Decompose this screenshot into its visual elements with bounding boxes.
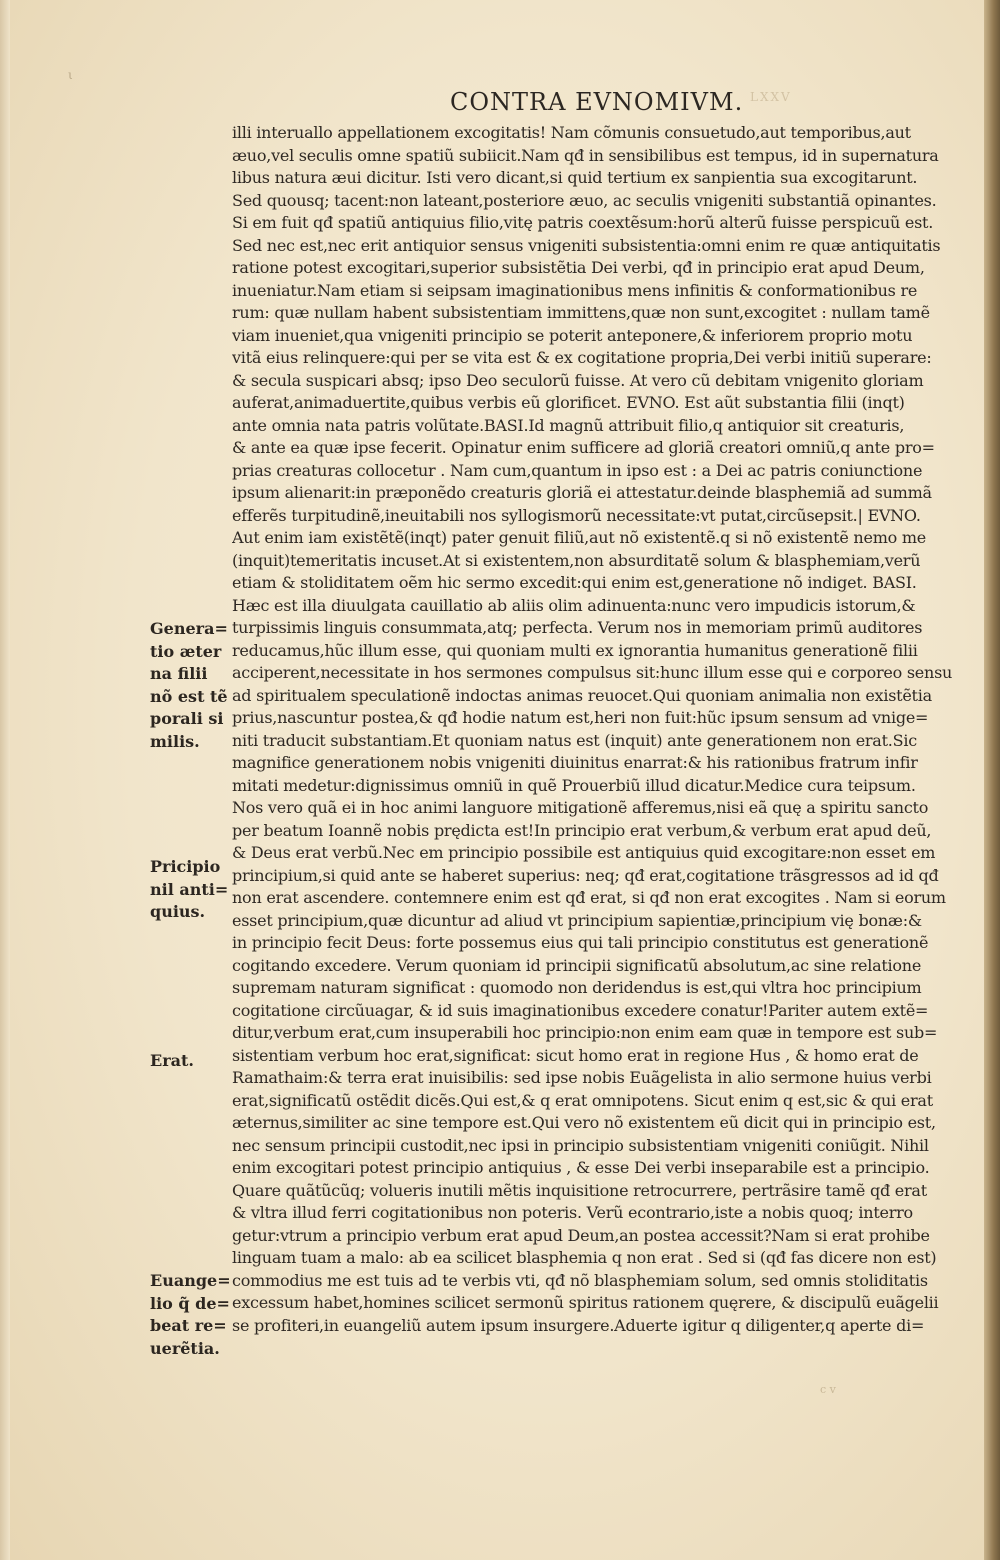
margin-note-line: na filii [150,664,208,683]
running-head: CONTRA EVNOMIVM. [450,88,744,116]
text-line: & secula suspicari absq; ipso Deo seculorũ fuisse. At vero cũ debitam vnigenito gloriam [232,370,924,390]
text-line: prius,nascuntur postea,& qđ hodie natum est,heri non fuit:hũc ipsum sensum ad vnige= [232,708,929,727]
text-line: viam inueniet,qua vnigeniti principio se poterit anteponere,& inferiorem proprio motu [232,325,913,345]
margin-note-line: Euange= [150,1271,231,1290]
margin-note-euangelio [150,1270,232,1360]
text-line: inueniatur.Nam etiam si seipsam imaginationibus mens infinitis & conformationibus re [232,280,918,300]
text-line: getur:vtrum a principio verbum erat apud Deum,an postea accessit?Nam si erat prohibe [232,1225,930,1245]
margin-note-line: Genera= [150,619,228,638]
text-line: Sed nec est,nec erit antiquior sensus vnigeniti subsistentia:omni enim re quæ antiquitatis [232,235,941,255]
text-line: excessum habet,homines scilicet sermonũ spiritus rationem quęrere, & discipulũ euãgelii [232,1293,939,1312]
margin-note-line: lio q̃ de= [150,1293,230,1313]
text-line: acciperent,necessitate in hos sermones compulsus sit:hunc illum esse qui e corporeo sensu [232,663,953,682]
text-line: magnifice generationem nobis vnigeniti diuinitus enarrat:& his rationibus fratrum infir [232,753,918,772]
margin-note-line: nõ est tẽ [150,686,228,706]
margin-mark: ι [68,68,73,82]
text-line: libus natura æui dicitur. Isti vero dicant,si quid tertium ex sanpientia sua excogitarunt. [232,168,918,187]
text-line: cogitatione circũuagar, & id suis imaginationibus excedere conatur!Pariter autem extẽ= [232,1000,929,1020]
text-line: ratione potest excogitari,superior subsistẽtia Dei verbi, qđ in principio erat apud Deum, [232,258,925,277]
text-line: & ante ea quæ ipse fecerit. Opinatur enim sufficere ad gloriã creatori omniũ,q ante pro= [232,438,935,457]
body-text [232,122,977,1337]
text-line: ditur,verbum erat,cum insuperabili hoc principio:non enim eam quæ in tempore est sub= [232,1023,938,1042]
text-line: æuo,vel seculis omne spatiũ subiicit.Nam qđ in sensibilibus est tempus, id in supernatura [232,145,939,165]
text-line: Aut enim iam existẽtẽ(inqt) pater genuit filiũ,aut nõ existentẽ.q si nõ existentẽ nemo me [232,528,926,547]
margin-note-line: tio æter [150,641,222,661]
text-line: linguam tuam a malo: ab ea scilicet blasphemia q non erat . Sed si (qđ fas dicere non est) [232,1248,937,1267]
text-line: commodius me est tuis ad te verbis vti, qđ nõ blasphemiam solum, sed omnis stoliditatis [232,1270,928,1290]
text-line: ad spiritualem speculationẽ indoctas animas reuocet.Qui quoniam animalia non existẽtia [232,685,932,705]
text-line: Quare quãtũcũq; volueris inutili mẽtis inquisitione retrocurrere, pertrãsire tamẽ qđ erat [232,1180,927,1200]
margin-note-line: nil anti= [150,879,229,899]
text-line: Ramathaim:& terra erat inuisibilis: sed ipse nobis Euãgelista in alio sermone huius verbi [232,1068,932,1087]
right-page-edge [984,0,1000,1560]
text-line: Sed quousq; tacent:non lateant,posteriore æuo, ac seculis vnigeniti substantiã opinantes. [232,190,937,210]
text-line: æternus,similiter ac sine tempore est.Qui vero nõ existentem eũ dicit qui in principio est, [232,1113,936,1132]
text-line: in principio fecit Deus: forte possemus eius qui tali principio constitutus est generationẽ [232,933,929,952]
text-line: turpissimis linguis consummata,atq; perfecta. Verum nos in memoriam primũ auditores [232,618,923,637]
text-line: Hæc est illa diuulgata cauillatio ab aliis olim adinuenta:nunc vero impudicis istorum,& [232,595,916,615]
text-line: & vltra illud ferri cogitationibus non poteris. Verũ econtrario,iste a nobis quoq; interro [232,1203,913,1222]
margin-note-line: quius. [150,902,206,921]
margin-note-line: beat re= [150,1316,227,1335]
text-line: esset principium,quæ dicuntur ad aliud vt principium sapientiæ,principium vię bonæ:& [232,910,922,930]
text-line: Si em fuit qđ spatiũ antiquius filio,vitę patris coextẽsum:horũ alterũ fuisse perspicuũ est. [232,213,934,232]
text-line: illi interuallo appellationem excogitatis! Nam cõmunis consuetudo,aut temporibus,aut [232,123,911,142]
text-line: niti traducit substantiam.Et quoniam natus est (inquit) ante generationem non erat.Sic [232,730,917,750]
text-line: Nos vero quã ei in hoc animi languore mitigationẽ afferemus,nisi eã quę a spiritu sancto [232,798,929,817]
text-line: se profiteri,in euangeliũ autem ipsum insurgere.Aduerte igitur q diligenter,q aperte di= [232,1315,925,1335]
text-line: prias creaturas collocetur . Nam cum,quantum in ipso est : a Dei ac patris coniunctione [232,460,923,480]
text-line: vitã eius relinquere:qui per se vita est & ex cogitatione propria,Dei verbi initiũ superare: [232,348,932,367]
text-line: etiam & stoliditatem oẽm hic sermo excedit:qui enim est,generatione nõ indiget. BASI. [232,573,917,592]
left-page-edge [0,0,10,1560]
margin-note-line: Erat. [150,1051,194,1070]
margin-note-generatio [150,618,232,753]
text-line: ante omnia nata patris volũtate.BASI.Id magnũ attribuit filio,q antiquior sit creaturis, [232,415,905,435]
text-line: efferẽs turpitudinẽ,ineuitabili nos syllogismorũ necessitate:vt putat,circũsepsit.| EVNO. [232,505,921,525]
margin-note-erat [150,1050,232,1073]
book-page [10,0,984,1560]
text-line: rum: quæ nullam habent subsistentiam immittens,quæ non sunt,excogitet : nullam tamẽ [232,303,930,322]
text-line: (inquit)temeritatis incuset.At si existentem,non absurditatẽ solum & blasphemiam,verũ [232,550,921,570]
text-line: enim excogitari potest principio antiquius , & esse Dei verbi inseparabile est a principio. [232,1158,930,1177]
text-line: sistentiam verbum hoc erat,significat: sicut homo erat in regione Hus , & homo erat de [232,1045,919,1065]
text-line: non erat ascendere. contemnere enim est qđ erat, si qđ non erat excogites . Nam si eorum [232,888,946,907]
margin-note-principio [150,856,232,924]
text-line: cogitando excedere. Verum quoniam id principii significatũ absolutum,ac sine relatione [232,955,922,975]
margin-note-line: milis. [150,731,200,751]
text-line: nec sensum principii custodit,nec ipsi in principio subsistentiam vnigeniti coniũgit. Nihil [232,1135,929,1155]
text-line: per beatum Ioannẽ nobis prędicta est!In principio erat verbum,& verbum erat apud deũ, [232,820,932,840]
text-line: & Deus erat verbũ.Nec em principio possibile est antiquius quid excogitare:non esset em [232,843,936,862]
text-line: auferat,animaduertite,quibus verbis eũ glorificet. EVNO. Est aũt substantia filii (inqt) [232,393,905,412]
margin-note-line: uerẽtia. [150,1338,220,1358]
margin-note-line: porali si [150,709,224,728]
show-through-text: LXXV [750,90,792,104]
text-line: principium,si quid ante se haberet superius: neq; qđ erat,cogitatione trãsgressos ad id qđ [232,865,939,885]
text-line: reducamus,hũc illum esse, qui quoniam multi ex ignorantia humanitus generationẽ filii [232,640,918,660]
text-line: mitati medetur:dignissimus omniũ in quẽ Prouerbiũ illud dicatur.Medice cura teipsum. [232,775,916,795]
bottom-signature-mark: c v [820,1383,836,1396]
text-line: erat,significatũ ostẽdit dicẽs.Qui est,& q erat omnipotens. Sicut enim q est,sic & qui erat [232,1090,933,1110]
margin-note-line: Pricipio [150,857,221,876]
text-line: ipsum alienarit:in præponẽdo creaturis gloriã ei attestatur.deinde blasphemiã ad summã [232,483,932,502]
text-line: supremam naturam significat : quomodo non deridendus is est,qui vltra hoc principium [232,978,922,997]
